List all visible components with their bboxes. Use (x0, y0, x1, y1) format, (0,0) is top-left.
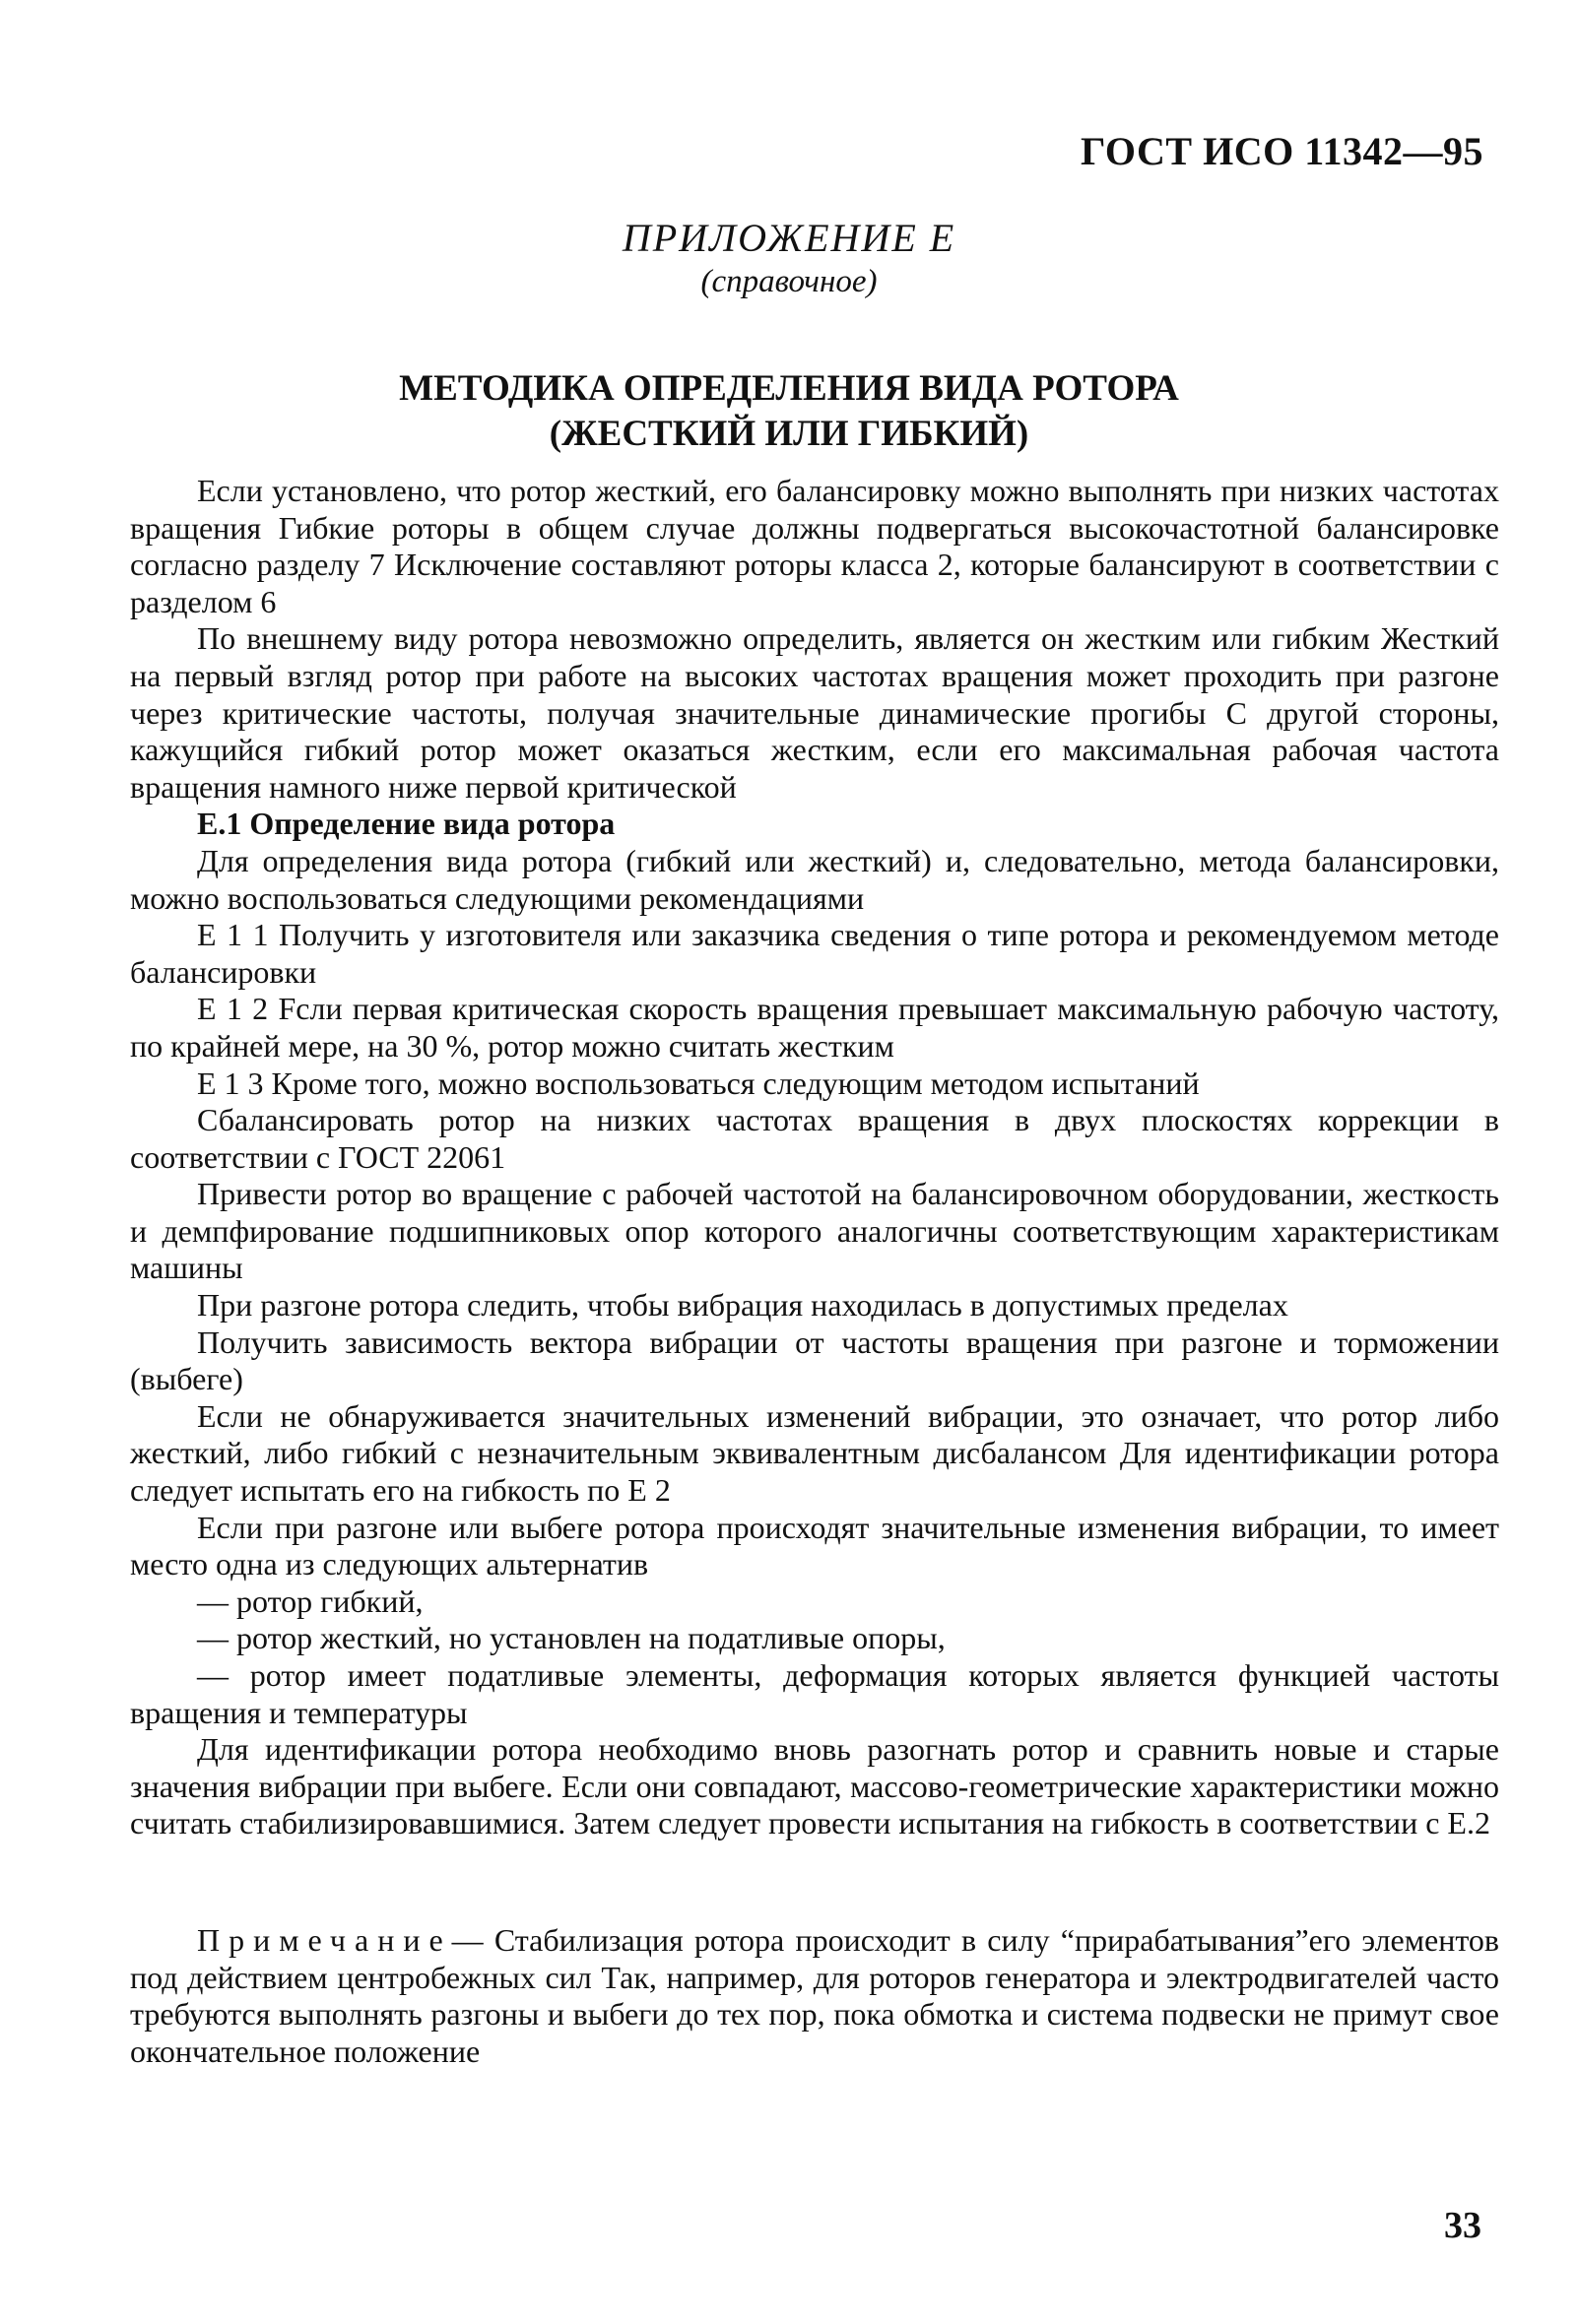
document-title-line-1: МЕТОДИКА ОПРЕДЕЛЕНИЯ ВИДА РОТОРА (399, 368, 1179, 409)
clause-paragraph: Е 1 1 Получить у изготовителя или заказчика сведения о типе ротора и рекомендуемом методе балансировки (130, 917, 1499, 990)
alternative-item: — ротор гибкий, (197, 1582, 424, 1619)
note (130, 1922, 1499, 2070)
standard-code: ГОСТ ИСО 11342—95 (1080, 129, 1483, 173)
paragraph: Для идентификации ротора необходимо вновь разогнать ротор и сравнить новые и старые значения вибрации при выбеге. Если они совпадают, массово-геометрические характеристики можно считать стабилизировавшимися. Затем следует провести испытания на гибкость в соответствии с Е.2 (130, 1731, 1499, 1841)
paragraph: Если установлено, что ротор жесткий, его балансировку можно выполнять при низких частотах вращения Гибкие роторы в общем случае должны подвергаться высокочастотной балансировке согласно разделу 7 Исключение составляют роторы класса 2, которые балансируют в соответствии с разделом 6 (130, 473, 1499, 619)
clause-paragraph: Е 1 3 Кроме того, можно воспользоваться следующим методом испытаний (197, 1065, 1200, 1101)
appendix-title: ПРИЛОЖЕНИЕ Е (622, 216, 956, 260)
paragraph: При разгоне ротора следить, чтобы вибрация находилась в допустимых пределах (197, 1287, 1288, 1323)
body-text (130, 473, 1499, 1842)
paragraph: По внешнему виду ротора невозможно определить, является он жестким или гибким Жесткий на первый взгляд ротор при работе на высоких частотах вращения может проходить при разгоне через критические частоты, получая значительные динамические прогибы С другой стороны, кажущийся гибкий ротор может оказаться жестким, если его максимальная рабочая частота вращения намного ниже первой критической (130, 620, 1499, 805)
paragraph: Сбалансировать ротор на низких частотах вращения в двух плоскостях коррекции в соответствии с ГОСТ 22061 (130, 1102, 1499, 1175)
alternative-item: — ротор жесткий, но установлен на податливые опоры, (197, 1620, 946, 1656)
paragraph: Если при разгоне или выбеге ротора происходят значительные изменения вибрации, то имеет место одна из следующих альтернатив (130, 1509, 1499, 1582)
note-label: Примечание (197, 1922, 452, 1958)
appendix-subtitle: (справочное) (700, 264, 878, 299)
paragraph: Для определения вида ротора (гибкий или жесткий) и, следовательно, метода балансировки, можно воспользоваться следующими рекомендациями (130, 842, 1499, 916)
paragraph: Получить зависимость вектора вибрации от частоты вращения при разгоне и торможении (выбеге) (130, 1323, 1499, 1397)
note-text: — Стабилизация ротора происходит в силу “прирабатывания”его элементов под действием центробежных сил Так, например, для роторов генератора и электродвигателей часто требуются выполнять разгоны и выбеги до тех пор, пока обмотка и система подвески не примут свое окончательное положение (130, 1922, 1499, 2069)
document-title (0, 366, 1578, 457)
paragraph: Если не обнаруживается значительных изменений вибрации, это означает, что ротор либо жесткий, либо гибкий с незначительным эквивалентным дисбалансом Для идентификации ротора следует испытать его на гибкость по Е 2 (130, 1397, 1499, 1509)
page-number: 33 (1444, 2205, 1481, 2246)
document-title-line-2: (ЖЕСТКИЙ ИЛИ ГИБКИЙ) (549, 414, 1029, 454)
alternative-item: — ротор имеет податливые элементы, деформация которых является функцией частоты вращения и температуры (130, 1657, 1499, 1730)
section-heading: Е.1 Определение вида ротора (197, 806, 616, 842)
paragraph: Привести ротор во вращение с рабочей частотой на балансировочном оборудовании, жесткость и демпфирование подшипниковых опор которого аналогичны соответствующим характеристикам машины (130, 1176, 1499, 1286)
clause-paragraph: Е 1 2 Fсли первая критическая скорость вращения превышает максимальную рабочую частоту, по крайней мере, на 30 %, ротор можно считать жестким (130, 991, 1499, 1064)
